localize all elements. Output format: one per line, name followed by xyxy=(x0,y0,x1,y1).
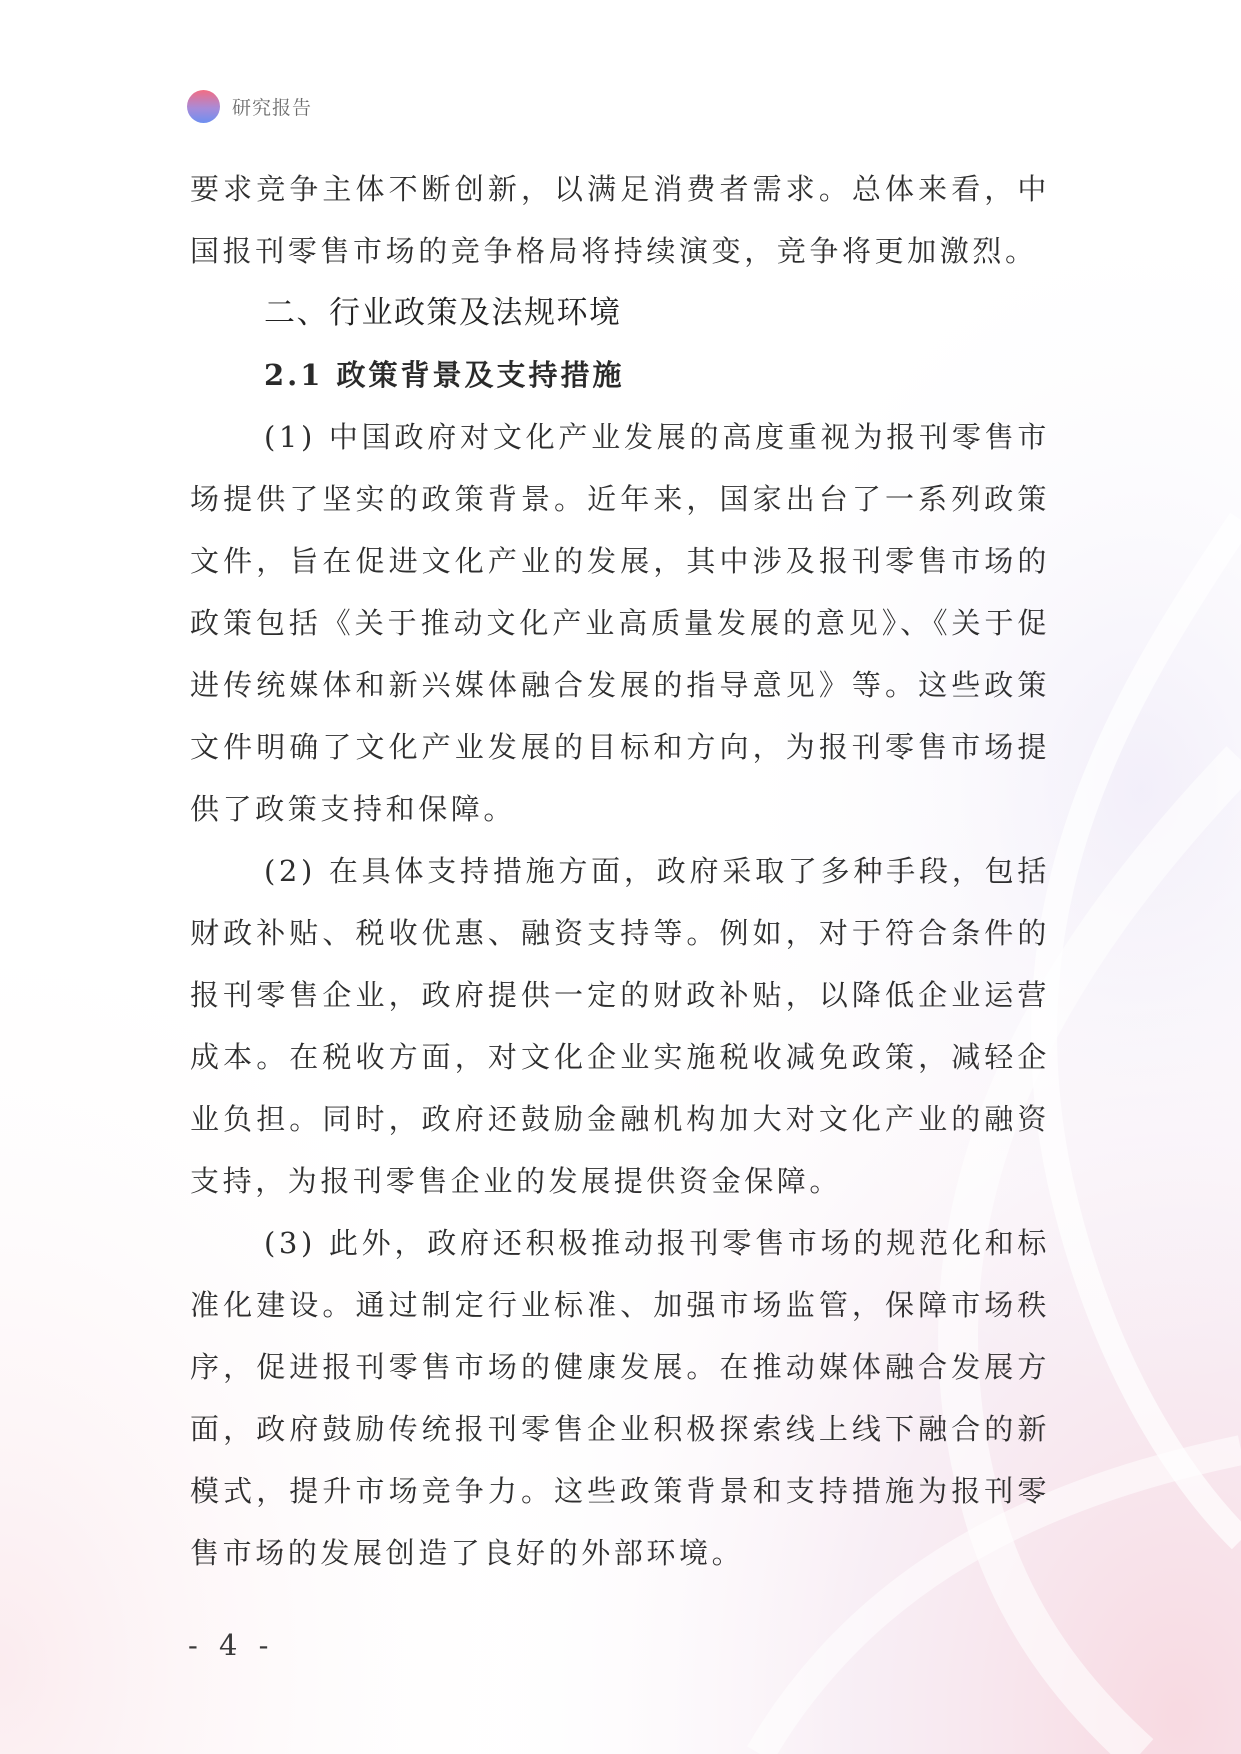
header-title: 研究报告 xyxy=(232,96,313,119)
document-body xyxy=(190,158,1050,1584)
section-heading: 二、行业政策及法规环境 xyxy=(264,295,622,331)
logo-circle-icon xyxy=(187,90,220,123)
intro-paragraph: 要求竞争主体不断创新，以满足消费者需求。总体来看，中国报刊零售市场的竞争格局将持续演变，竞争将更加激烈。 xyxy=(190,172,1050,268)
paragraph-2: (2) 在具体支持措施方面，政府采取了多种手段，包括财政补贴、税收优惠、融资支持等。例如，对于符合条件的报刊零售企业，政府提供一定的财政补贴，以降低企业运营成本。在税收方面，对文化企业实施税收减免政策，减轻企业负担。同时，政府还鼓励金融机构加大对文化产业的融资支持，为报刊零售企业的发展提供资金保障。 xyxy=(190,854,1050,1198)
page-number: - 4 - xyxy=(188,1628,275,1662)
report-header xyxy=(187,88,312,124)
paragraph-1: (1) 中国政府对文化产业发展的高度重视为报刊零售市场提供了坚实的政策背景。近年来，国家出台了一系列政策文件，旨在促进文化产业的发展，其中涉及报刊零售市场的政策包括《关于推动文化产业高质量发展的意见》、《关于促进传统媒体和新兴媒体融合发展的指导意见》等。这些政策文件明确了文化产业发展的目标和方向，为报刊零售市场提供了政策支持和保障。 xyxy=(190,420,1050,826)
subsection-heading: 2.1 政策背景及支持措施 xyxy=(264,358,625,392)
paragraph-3: (3) 此外，政府还积极推动报刊零售市场的规范化和标准化建设。通过制定行业标准、加强市场监管，保障市场秩序，促进报刊零售市场的健康发展。在推动媒体融合发展方面，政府鼓励传统报刊零售企业积极探索线上线下融合的新模式，提升市场竞争力。这些政策背景和支持措施为报刊零售市场的发展创造了良好的外部环境。 xyxy=(190,1226,1050,1570)
